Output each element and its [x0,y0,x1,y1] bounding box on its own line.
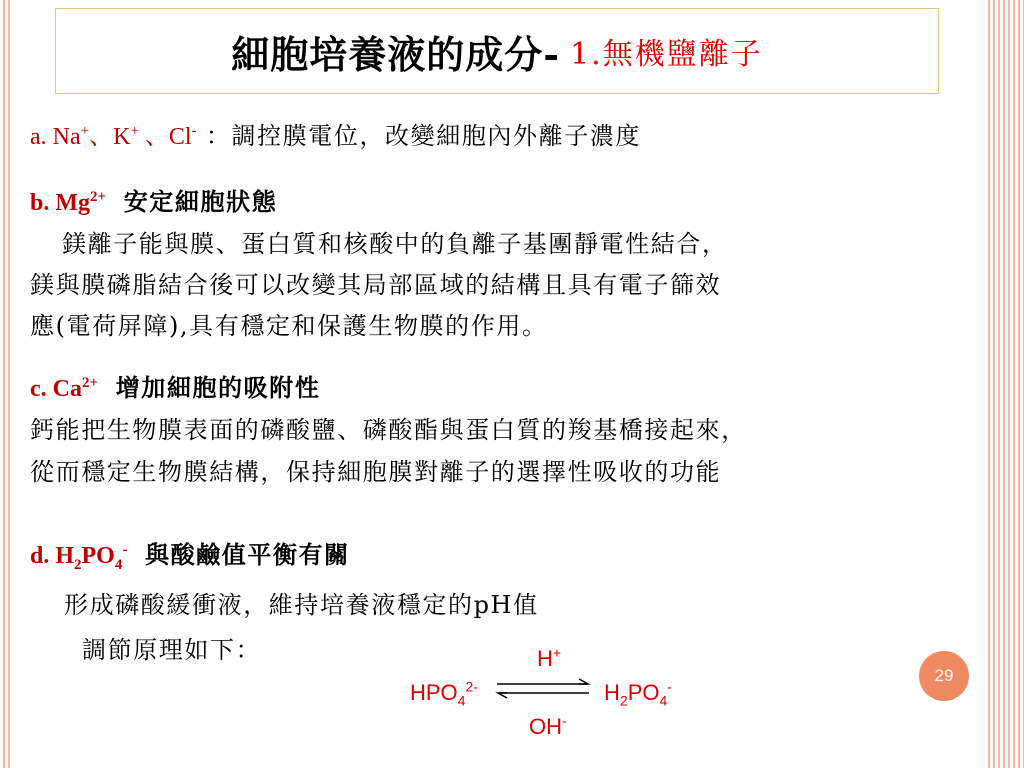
h2po4-h: H [604,680,620,705]
page-subtitle: 1.無機鹽離子 [570,37,763,72]
ca-symbol: c. Ca [30,376,82,402]
section-d-heading [30,535,350,573]
section-a-text: ：調控膜電位，改變細胞內外離子濃度 [196,122,642,150]
section-c-line-2: 從而穩定生物膜結構，保持細胞膜對離子的選擇性吸收的功能 [30,458,722,486]
section-b-label [30,190,106,216]
ca-charge: 2+ [81,375,99,391]
h2po4-charge: - [667,678,672,695]
h2po4-po: PO [627,680,660,705]
section-c-title: 增加細胞的吸附性 [115,373,321,402]
section-b-line-3: 應(電荷屏障),具有穩定和保護生物膜的作用。 [30,312,548,340]
section-a-label [30,124,197,150]
section-d-line-1: 形成磷酸緩衝液，維持培養液穩定的pH值 [64,591,539,619]
section-d-line-2: 調節原理如下： [82,636,262,664]
section-d-title: 與酸鹼值平衡有關 [144,540,350,569]
hpo-symbol: HPO [410,680,458,705]
right-stripe-decoration [985,0,1024,768]
section-b-heading [30,182,277,217]
hpo-subscript: 4 [457,692,466,709]
equation-left-species [410,678,478,709]
na-symbol: a. Na [30,124,81,150]
section-c-line-1: 鈣能把生物膜表面的磷酸鹽、磷酸酯與蛋白質的羧基橋接起來， [30,416,747,444]
equation-bottom-ion [529,714,567,740]
mg-symbol: b. Mg [30,190,90,216]
section-b-line-1: 鎂離子能與膜、蛋白質和核酸中的負離子基團靜電性結合， [62,230,728,258]
title-box [55,8,939,94]
section-a [30,116,641,151]
section-b-title: 安定細胞狀態 [123,187,278,216]
h-subscript: 2 [74,556,82,573]
oh-ion-charge: - [562,712,567,729]
equation-top-ion [537,646,561,672]
mg-charge: 2+ [90,189,107,205]
na-charge: + [80,123,90,139]
left-stripe-decoration [0,0,13,768]
cl-charge: - [191,123,197,139]
cl-symbol: 、Cl [138,124,192,150]
h-symbol: d. H [30,543,75,569]
h2po4-sub4: 4 [659,692,668,709]
section-d-label [30,542,128,573]
page-title: 細胞培養液的成分- [231,31,561,77]
page-number-badge: 29 [919,651,969,701]
h-ion: H [537,646,553,671]
k-charge: + [130,123,139,139]
equilibrium-arrows-icon [493,676,593,702]
section-c-heading [30,368,321,403]
oh-ion: OH [529,714,562,739]
section-c-label [30,376,98,402]
hpo-charge: 2- [465,678,478,695]
equation-right-species [604,678,672,709]
k-symbol: 、K [89,124,131,150]
po-subscript: 4 [114,556,123,573]
po-symbol: PO [81,543,115,569]
section-b-line-2: 鎂與膜磷脂結合後可以改變其局部區域的結構且具有電子篩效 [30,271,722,299]
phosphate-charge: - [122,542,128,558]
h-ion-charge: + [552,644,562,661]
h2po4-sub2: 2 [619,692,628,709]
